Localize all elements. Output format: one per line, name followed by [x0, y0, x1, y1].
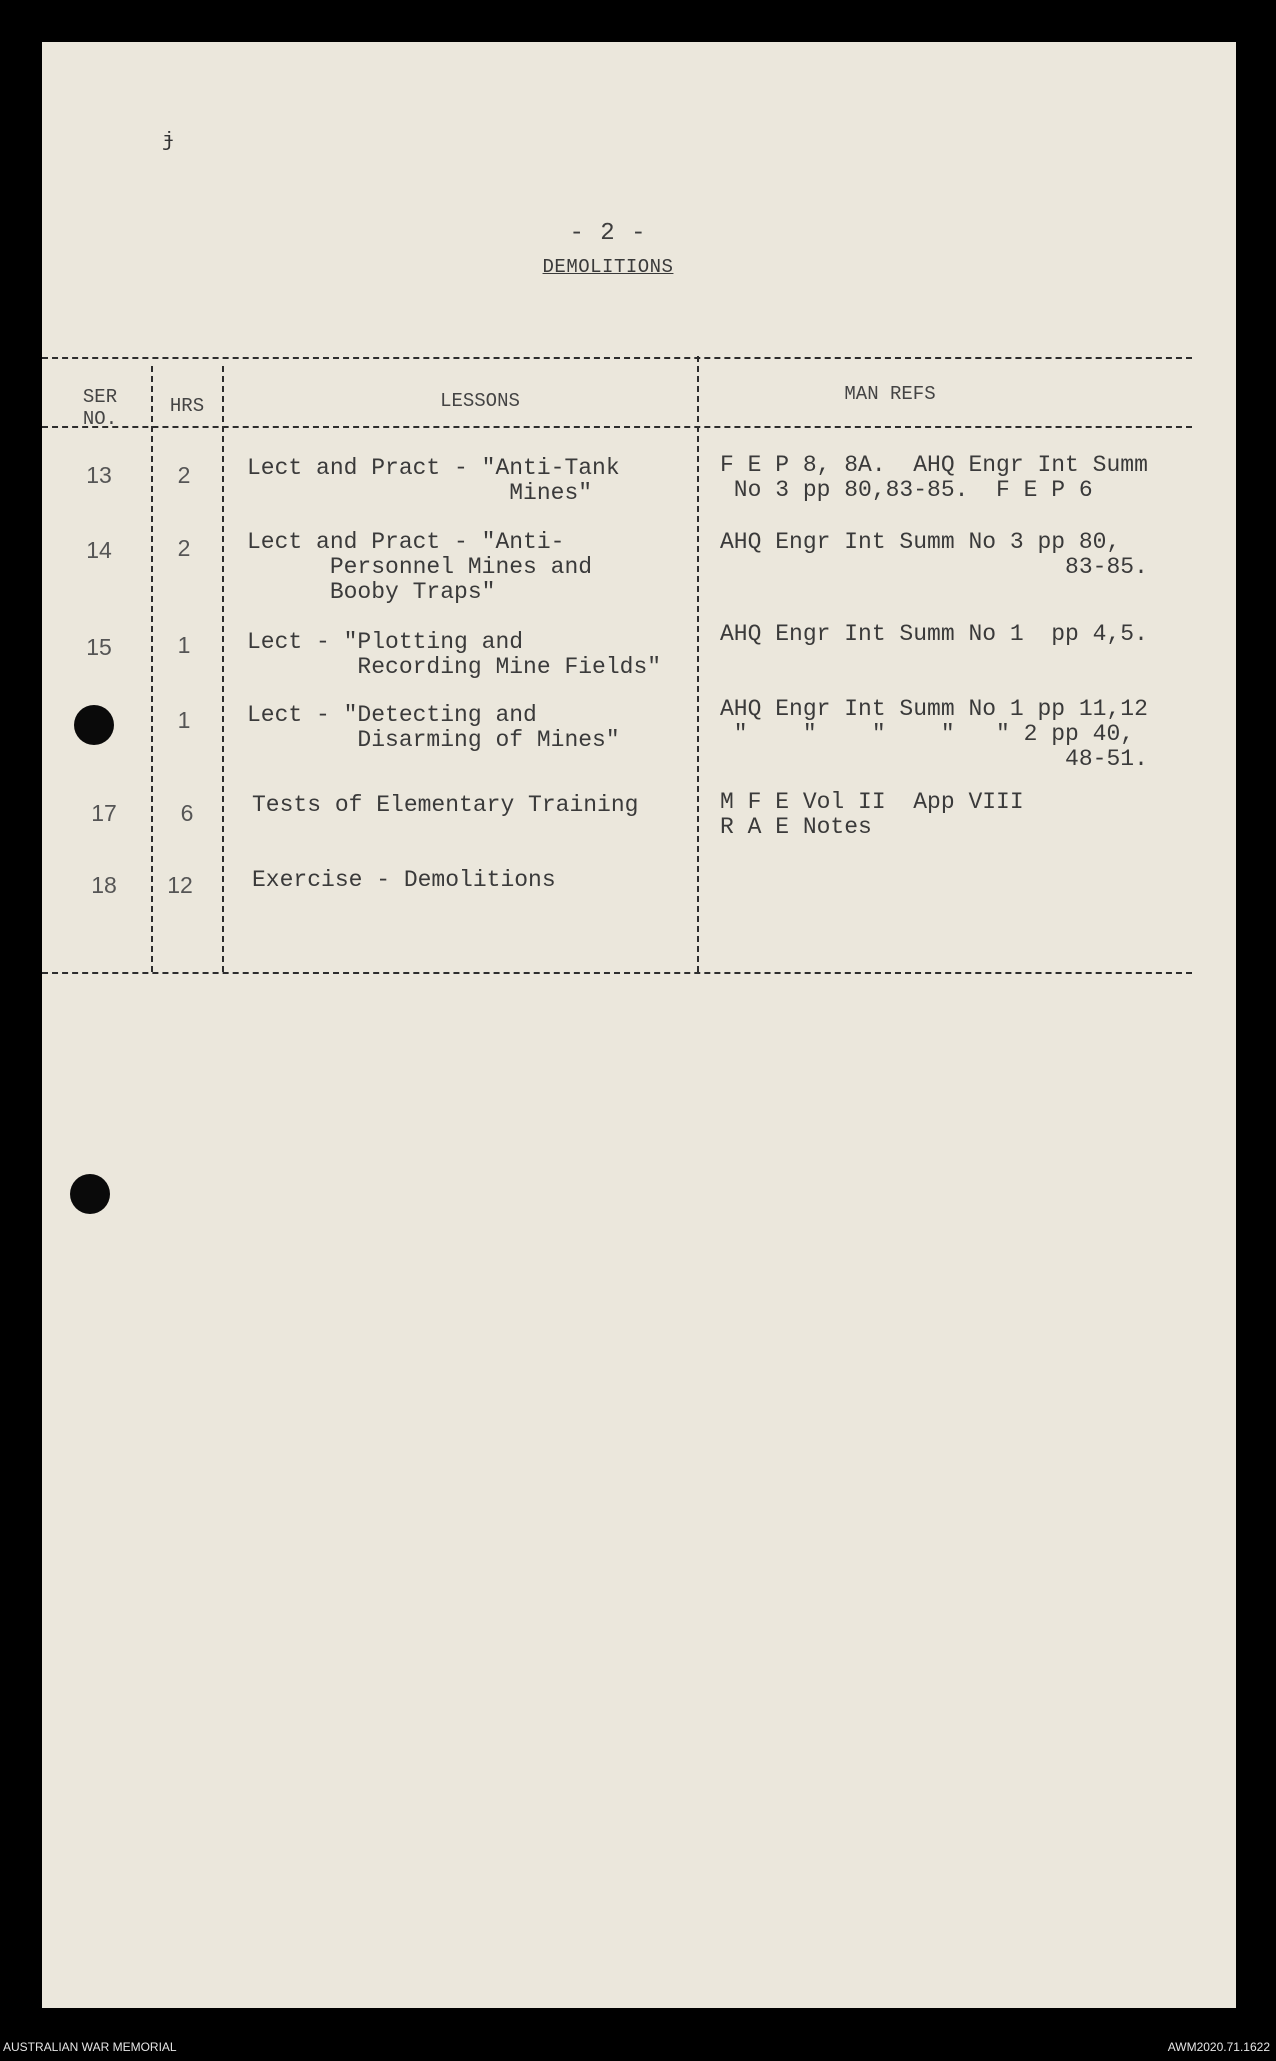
header-lessons: LESSONS — [440, 390, 520, 412]
header-man-refs: MAN REFS — [844, 383, 936, 405]
row-ser-no: 15 — [86, 634, 112, 660]
row-hrs: 1 — [177, 632, 191, 658]
row-ser-no: 18 — [91, 872, 117, 898]
row-ser-no: 13 — [86, 462, 112, 488]
table-header-rule — [42, 426, 1192, 428]
table-column-divider — [222, 366, 224, 972]
row-ser-no: 17 — [91, 800, 117, 826]
row-lessons: Tests of Elementary Training — [252, 792, 639, 818]
header-hrs: HRS — [169, 395, 205, 417]
section-heading: DEMOLITIONS — [542, 256, 674, 278]
header-ser-line2: NO. — [82, 408, 118, 430]
table-bottom-rule — [42, 972, 1192, 974]
row-lessons: Lect and Pract - "Anti-Tank Mines" — [247, 455, 620, 506]
row-hrs: 12 — [167, 872, 193, 898]
row-man-refs: F E P 8, 8A. AHQ Engr Int Summ No 3 pp 80,83-85. F E P 6 — [720, 452, 1148, 503]
pencil-tick-mark: ɉ — [162, 130, 175, 153]
row-man-refs: AHQ Engr Int Summ No 1 pp 4,5. — [720, 621, 1148, 647]
footer-catalogue-id: AWM2020.71.1622 — [1167, 2040, 1270, 2054]
row-ser-no: 14 — [86, 537, 112, 563]
table-top-rule — [42, 357, 1192, 359]
row-lessons: Lect and Pract - "Anti- Personnel Mines and Booby Traps" — [247, 529, 593, 605]
row-hrs: 2 — [177, 535, 191, 561]
row-hrs: 6 — [180, 800, 194, 826]
row-lessons: Lect - "Detecting and Disarming of Mines" — [247, 702, 620, 753]
row-lessons: Exercise - Demolitions — [252, 867, 556, 893]
row-man-refs: M F E Vol II App VIII R A E Notes — [720, 789, 1024, 840]
row-man-refs: AHQ Engr Int Summ No 1 pp 11,12 " " " " " 2 pp 40, 48-51. — [720, 696, 1148, 772]
row-hrs: 1 — [177, 707, 191, 733]
table-column-divider — [697, 356, 699, 972]
row-hrs: 2 — [177, 462, 191, 488]
document-page — [42, 42, 1236, 2008]
row-man-refs: AHQ Engr Int Summ No 3 pp 80, 83-85. — [720, 529, 1148, 580]
footer-archive-name: AUSTRALIAN WAR MEMORIAL — [3, 2040, 177, 2054]
punch-hole — [70, 1174, 110, 1214]
page-number: - 2 - — [569, 220, 647, 247]
row-lessons: Lect - "Plotting and Recording Mine Fields" — [247, 629, 662, 680]
header-ser-line1: SER — [82, 386, 118, 408]
punch-hole — [74, 705, 114, 745]
header-ser-no — [60, 386, 140, 430]
